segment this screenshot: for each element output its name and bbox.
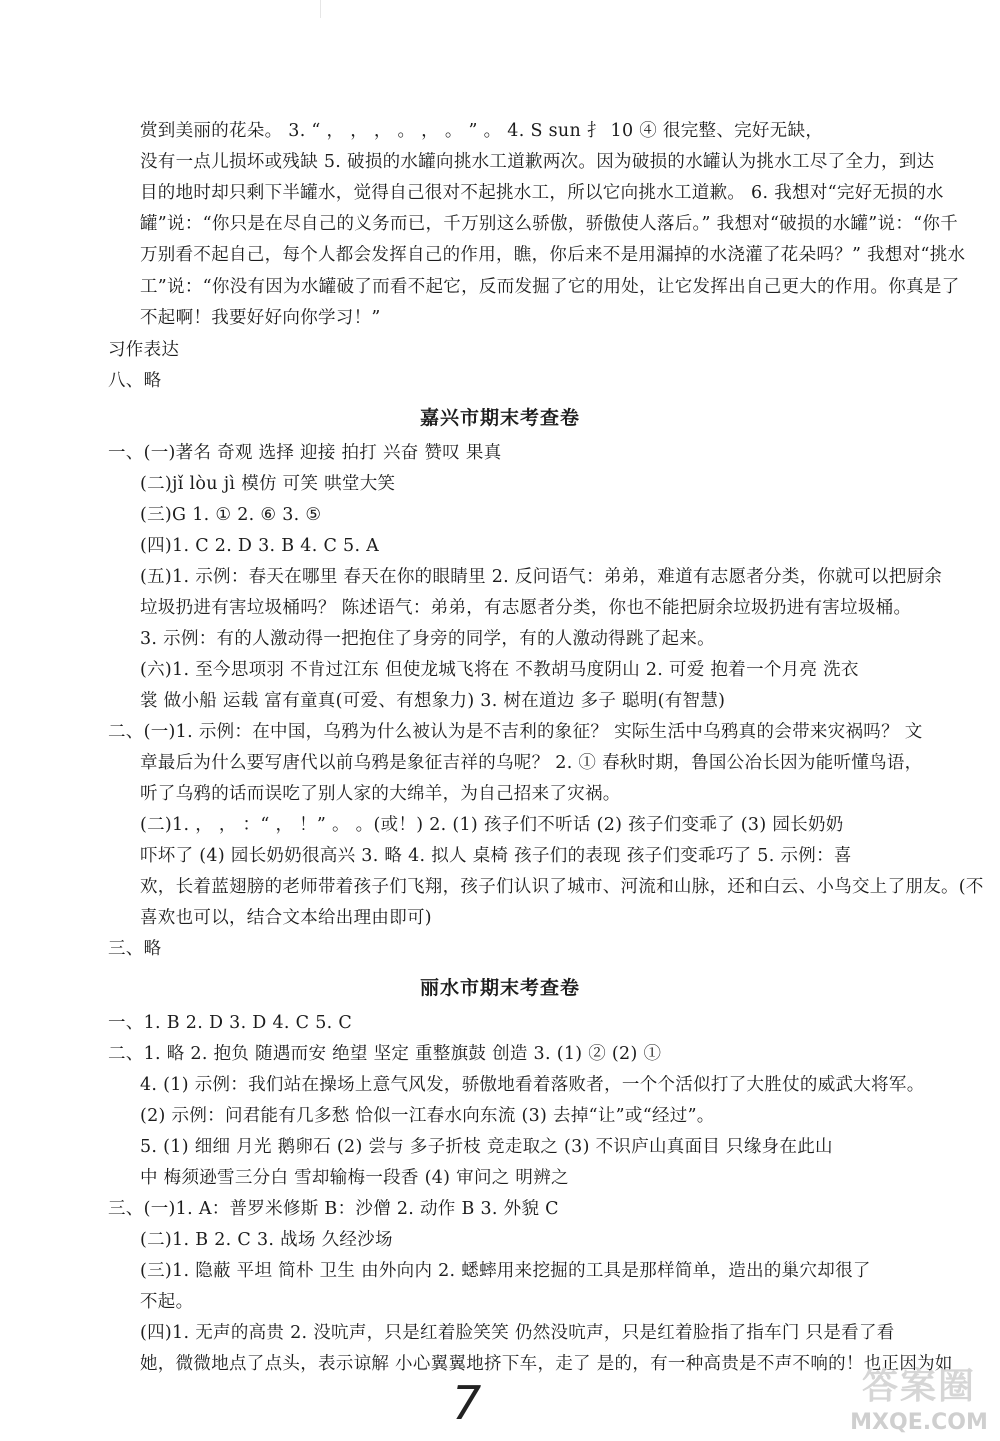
text-line: 5. (1) 细细 月光 鹅卵石 (2) 尝与 多子折枝 竞走取之 (3) 不识庐山真面目 只缘身在此山 — [140, 1137, 833, 1157]
text-line: 工”说：“你没有因为水罐破了而看不起它，反而发掘了它的用处，让它发挥出自己更大的作用。你真是了 — [140, 277, 960, 297]
text-line: (六)1. 至今思项羽 不肯过江东 但使龙城飞将在 不教胡马度阴山 2. 可爱 抱着一个月亮 洗衣 — [140, 660, 859, 680]
text-line: (四)1. 无声的高贵 2. 没吭声，只是红着脸笑笑 仍然没吭声，只是红着脸指了指车门 只是看了看 — [140, 1323, 895, 1343]
text-line: 她，微微地点了点头，表示谅解 小心翼翼地挤下车，走了 是的，有一种高贵是不声不响的！也正因为如 — [140, 1354, 953, 1374]
text-line: (三)1. 隐蔽 平坦 简朴 卫生 由外向内 2. 蟋蟀用来挖掘的工具是那样简单，造出的巢穴却很了 — [140, 1261, 871, 1281]
text-line: (四)1. C 2. D 3. B 4. C 5. A — [140, 536, 380, 556]
text-line: (二)jǐ lòu jì 模仿 可笑 哄堂大笑 — [140, 474, 396, 494]
text-line: 万别看不起自己，每个人都会发挥自己的作用，瞧，你后来不是用漏掉的水浇灌了花朵吗？” 我想对“挑水 — [140, 245, 966, 265]
text-line: 章最后为什么要写唐代以前乌鸦是象征吉祥的乌呢？ 2. ① 春秋时期，鲁国公冶长因为能听懂鸟语， — [140, 753, 923, 773]
text-line: (五)1. 示例：春天在哪里 春天在你的眼睛里 2. 反问语气：弟弟，难道有志愿者分类，你就可以把厨余 — [140, 567, 943, 587]
watermark-url: MXQE.COM — [850, 1410, 988, 1435]
watermark-text: 答案圈 — [861, 1366, 976, 1407]
text-line: 一、1. B 2. D 3. D 4. C 5. C — [108, 1013, 353, 1033]
text-line: 目的地时却只剩下半罐水，觉得自己很对不起挑水工，所以它向挑水工道歉。 6. 我想对“完好无损的水 — [140, 183, 944, 203]
text-line: (二)1. ， ， ：“ ， ！” 。 。(或！) 2. (1) 孩子们不听话 (2) 孩子们变乖了 (3) 园长奶奶 — [140, 815, 844, 835]
text-line: 三、(一)1. A：普罗米修斯 B：沙僧 2. 动作 B 3. 外貌 C — [108, 1199, 559, 1219]
scan-mark — [320, 0, 321, 18]
text-line: 裳 做小船 运载 富有童真(可爱、有想象力) 3. 树在道边 多子 聪明(有智慧) — [140, 691, 726, 711]
text-line: 二、1. 略 2. 抱负 随遇而安 绝望 坚定 重整旗鼓 创造 3. (1) ② (2) ① — [108, 1044, 662, 1064]
page-number: 7 — [452, 1376, 482, 1430]
text-line: 不起。 — [140, 1292, 194, 1312]
section-title-lishui: 丽水市期末考查卷 — [419, 977, 580, 999]
text-line: 吓坏了 (4) 园长奶奶很高兴 3. 略 4. 拟人 桌椅 孩子们的表现 孩子们变乖巧了 5. 示例：喜 — [140, 846, 852, 866]
text-line: 垃圾扔进有害垃圾桶吗？ 陈述语气：弟弟，有志愿者分类，你也不能把厨余垃圾扔进有害垃圾桶。 — [140, 598, 912, 618]
watermark-logo — [840, 1366, 998, 1440]
section-title-jiaxing: 嘉兴市期末考查卷 — [419, 407, 580, 429]
text-line: 喜欢也可以，结合文本给出理由即可) — [140, 908, 432, 928]
text-line: (二)1. B 2. C 3. 战场 久经沙场 — [140, 1230, 393, 1250]
text-line: 3. 示例：有的人激动得一把抱住了身旁的同学，有的人激动得跳了起来。 — [140, 629, 715, 649]
text-line: 一、(一)著名 奇观 选择 迎接 拍打 兴奋 赞叹 果真 — [108, 443, 502, 463]
text-line: 罐”说：“你只是在尽自己的义务而已，千万别这么骄傲，骄傲使人落后。” 我想对“破损的水罐”说：“你千 — [140, 214, 958, 234]
text-line: 听了乌鸦的话而误吃了别人家的大绵羊，为自己招来了灾祸。 — [140, 784, 621, 804]
text-line: 二、(一)1. 示例：在中国，乌鸦为什么被认为是不吉利的象征？ 实际生活中乌鸦真的会带来灾祸吗？ 文 — [108, 722, 923, 742]
text-line: 4. (1) 示例：我们站在操场上意气风发，骄傲地看着落败者，一个个活似打了大胜仗的威武大将军。 — [140, 1075, 925, 1095]
text-line: 三、略 — [108, 939, 162, 959]
text-line: (2) 示例：问君能有几多愁 恰似一江春水向东流 (3) 去掉“让”或“经过”。 — [140, 1106, 715, 1126]
text-line: (三)G 1. ① 2. ⑥ 3. ⑤ — [140, 505, 322, 525]
text-line: 赏到美丽的花朵。 3. “ ， ， ， 。 ， 。 ” 。 4. S sun 扌 10 ④ 很完整、完好无缺， — [140, 121, 824, 141]
text-line: 没有一点儿损坏或残缺 5. 破损的水罐向挑水工道歉两次。因为破损的水罐认为挑水工尽了全力，到达 — [140, 152, 935, 172]
text-line: 欢，长着蓝翅膀的老师带着孩子们飞翔，孩子们认识了城市、河流和山脉，还和白云、小鸟交上了朋友。(不 — [140, 877, 984, 897]
section-heading: 习作表达 — [108, 340, 180, 360]
text-line: 中 梅须逊雪三分白 雪却输梅一段香 (4) 审问之 明辨之 — [140, 1168, 569, 1188]
text-line: 不起啊！我要好好向你学习！” — [140, 308, 381, 328]
section-heading: 八、略 — [108, 371, 162, 391]
